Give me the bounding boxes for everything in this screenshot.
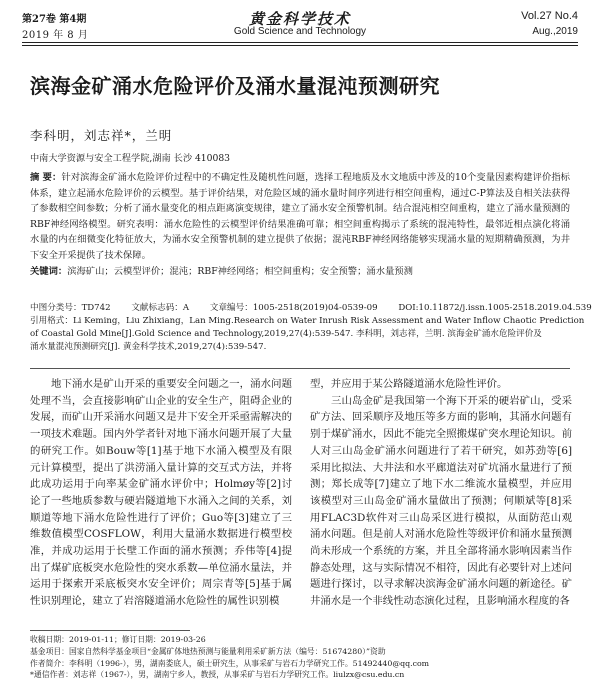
keywords-label: 关键词： (30, 265, 68, 277)
body-column-right (310, 376, 572, 610)
body-column-left: 地下涌水是矿山开采的重要安全问题之一，涌水问题处理不当，会直接影响矿山企业的安全生产，阻碍企业的发展，而矿山开采涌水问题又是井下安全开采亟需解决的一项技术难题。国内外学者针对地下涌水问题开展了大量的研究工作。如Bouw等[1]基于地下水涌入模型及有限元计算模型，提出了洪涝涌入量计算的交互式方法，并将此成功运用于向率某金矿涌水评价中；Holmøy等[2]讨论了一些地质参数与硬岩隧道地下水涌入之间的关系，刘顺道等地下涌水危险性进行了评价；Guo等[3]建立了三维数值模型COSFLOW，利用大量涌水数据进行模型校准，并成功运用于长壁工作面的涌水预测；乔伟等[4]提出了煤矿底板突水危险性的突水系数—单位涌水量法，并运用于探索开采底板突水安全评价；周宗青等[5]基于属性识别理论，建立了岩溶隧道涌水危险性的属性识别模 (30, 378, 292, 608)
volume-issue-en: Vol.27 No.4 (521, 10, 578, 22)
author-bio: 作者简介：李科明（1996-），男，湖南娄底人，硕士研究生，从事采矿与岩石力学研究工作。51492440@qq.com (30, 658, 430, 668)
date-en: Aug.,2019 (532, 26, 578, 37)
article-metadata (30, 302, 592, 354)
journal-name-cn: 黄金科学技术 (248, 10, 351, 28)
volume-issue-cn: 第27卷 第4期 (22, 14, 87, 25)
received-date: 收稿日期：2019-01-11；修订日期：2019-03-26 (30, 635, 206, 644)
document-code: 文献标志码：A (131, 303, 190, 313)
fund-info: 基金项目：国家自然科学基金项目“金属矿体地热预测与能量利用采矿新方法（编号：51674280）”资助 (30, 646, 386, 656)
affiliation: 中南大学资源与安全工程学院,湖南 长沙 410083 (30, 153, 231, 164)
citation-line: 涌水量混沌预测研究[J]. 黄金科学技术,2019,27(4):539-547. (30, 342, 267, 352)
citation-line: of Coastal Gold Mine[J].Gold Science and Technology,2019,27(4):539-547. 李科明，刘志祥，兰明. 滨海金矿涌水危险评价及 (30, 329, 542, 339)
abstract-label: 摘 要： (30, 172, 62, 183)
corresponding-author: *通信作者：刘志祥（1967-），男，湖南宁乡人，教授，从事采矿与岩石力学研究工作。liulzx@csu.edu.cn (30, 670, 405, 680)
keywords-text: 滨海矿山；云模型评价；混沌；RBF神经网络；相空间重构；安全预警；涌水量预测 (67, 265, 413, 277)
doi[interactable]: DOI:10.11872/j.issn.1005-2518.2019.04.539 (398, 303, 592, 313)
article-title: 滨海金矿涌水危险评价及涌水量混沌预测研究 (30, 74, 440, 98)
citation-line: 引用格式：Li Keming，Liu Zhixiang，Lan Ming.Research on Water Inrush Risk Assessment and Water Inflow Chaotic Prediction (30, 316, 585, 326)
date-cn: 2019 年 8 月 (22, 30, 89, 41)
author-list: 李科明，刘志祥*，兰明 (30, 128, 173, 143)
article-number: 文章编号：1005-2518(2019)04-0539-09 (209, 303, 378, 313)
running-header (22, 10, 578, 42)
section-divider (30, 368, 570, 369)
abstract-text: 针对滨海金矿涌水危险评价过程中的不确定性及随机性问题，选择工程地质及水文地质中涉及的10个变量因素构建评价指标体系，建立起涌水危险评价的云模型。基于评价结果，对危险区域的涌水量时间序列进行相空间重构，通过C-P算法及自相关法获得了参数相空间参数；分析了涌水量变化的相点距离演变规律，建立了涌水安全预警机制。结合混沌相空间重构，建立了涌水量预测的RBF神经网络模型。研究表明：涌水危险性的云模型评价结果准确可靠；相空间重构揭示了系统的混沌特性，最邻近相点演化将涌水量的内在细微变化特征放大，为涌水安全预警机制的建立提供了依据；混沌RBF神经网络能够实现涌水量的短期精确预测，为井下安全开采提供了技术保障。 (30, 172, 570, 261)
footnote-rule (30, 630, 190, 631)
classification-row (30, 302, 592, 315)
journal-name-en: Gold Science and Technology (233, 26, 367, 37)
clc-number: 中图分类号：TD742 (30, 303, 111, 313)
abstract-block (30, 170, 570, 279)
paragraph: 三山岛金矿是我国第一个海下开采的硬岩矿山，受采矿方法、回采顺序及地压等多方面的影响，其涌水问题有别于煤矿涌水，因此不能完全照搬煤矿突水理论知识。前人对三山岛金矿涌水问题进行了若干研究，如苏劲等[6]采用比拟法、大井法和水平廊道法对矿坑涌水量进行了预测；郑长成等[7]建立了地下水二维流水量模型，并应用该模型对三山岛金矿涌水量做出了预测；何顺斌等[8]采用FLAC3D软件对三山岛采区进行模拟，从面防范山观涌水问题。但是前人对涌水危险性等级评价和涌水量预测尚未形成一个系统的方案，并且全部将涌水影响因素当作静态处理，这与实际情况不相符，因此有必要针对上述问题进行探讨，以寻求解决滨海金矿涌水问题的新途径。矿井涌水是一个非线性动态演化过程，且影响涌水程度的各 (310, 394, 572, 608)
header-rule-thin (22, 45, 578, 46)
header-rule-thick (22, 42, 578, 43)
footnotes (30, 634, 575, 681)
paragraph: 型，并应用于某公路隧道涌水危险性评价。 (310, 378, 508, 390)
